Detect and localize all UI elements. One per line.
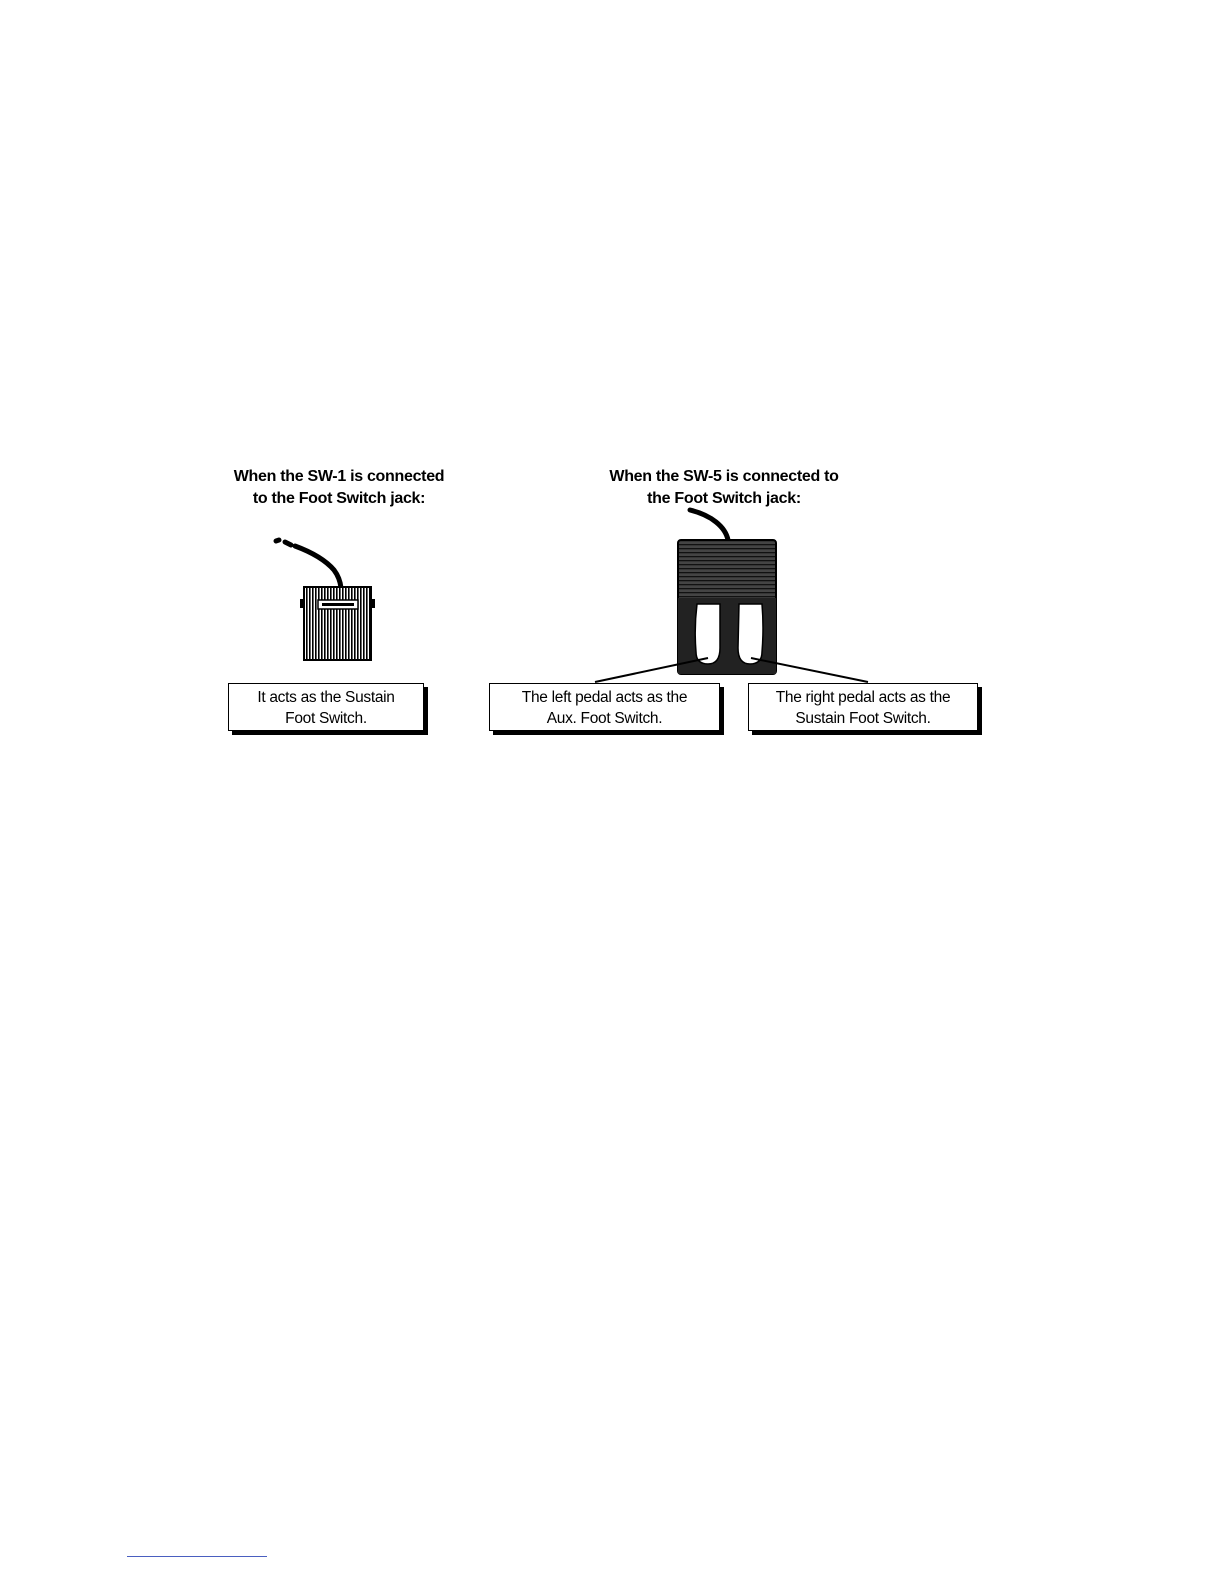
- sw5-right-pedal-caption: The right pedal acts as the Sustain Foot Switch.: [748, 683, 978, 731]
- sw5-dual-pedal-icon: [595, 510, 868, 682]
- footnote-rule: [127, 1556, 267, 1557]
- sw5-heading: When the SW-5 is connected to the Foot Switch jack:: [609, 468, 839, 507]
- sw1-foot-switch-icon: [276, 540, 375, 660]
- sw1-heading: When the SW-1 is connected to the Foot Switch jack:: [233, 468, 445, 507]
- sw5-left-pedal-caption: The left pedal acts as the Aux. Foot Switch.: [489, 683, 720, 731]
- sw1-caption: It acts as the Sustain Foot Switch.: [228, 683, 424, 731]
